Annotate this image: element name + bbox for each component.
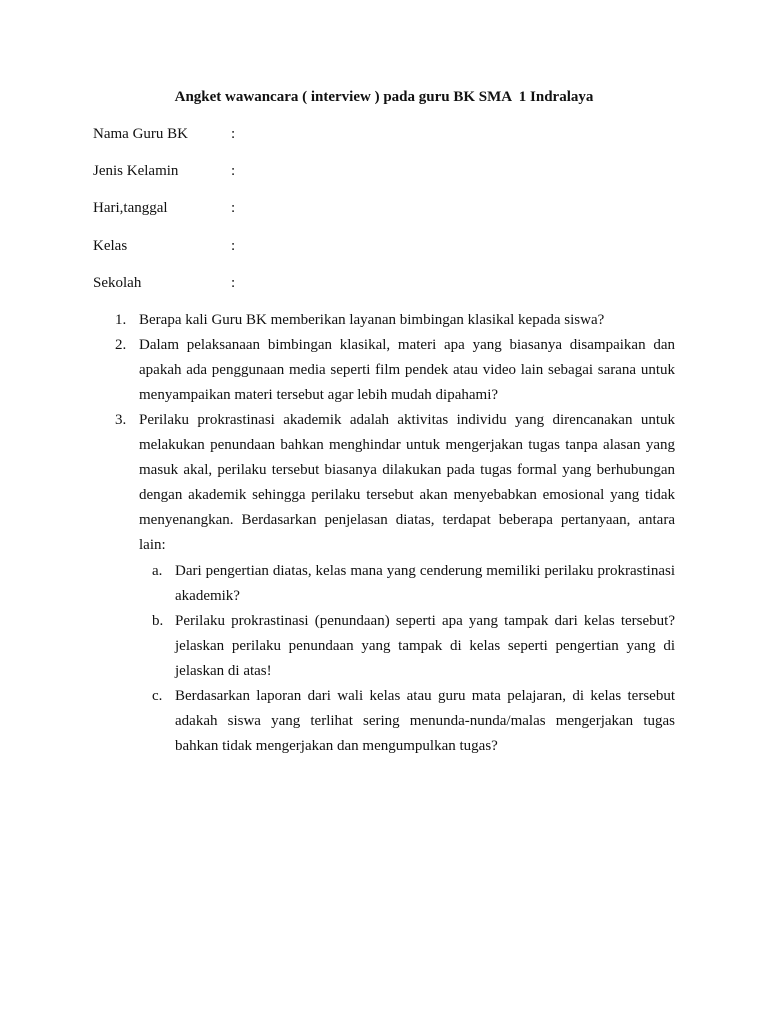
field-colon: : xyxy=(231,238,236,254)
subitem-text: Perilaku prokrastinasi (penundaan) seperti apa yang tampak dari kelas tersebut? jelaskan perilaku penundaan yang tampak di kelas seperti pengertian yang di jelaskan di atas! xyxy=(175,613,675,679)
question-number: 2. xyxy=(115,337,127,353)
field-label: Hari,tanggal xyxy=(93,200,168,216)
question-number: 1. xyxy=(115,312,127,328)
subitem-letter: a. xyxy=(152,563,163,579)
field-colon: : xyxy=(231,163,236,179)
field-label: Kelas xyxy=(93,238,128,254)
field-label: Nama Guru BK xyxy=(93,126,188,142)
field-colon: : xyxy=(231,275,236,291)
field-label: Jenis Kelamin xyxy=(93,163,179,179)
question-number: 3. xyxy=(115,412,127,428)
field-colon: : xyxy=(231,200,236,216)
field-label: Sekolah xyxy=(93,275,142,291)
document-title: Angket wawancara ( interview ) pada guru BK SMA 1 Indralaya xyxy=(174,89,594,105)
subitem-letter: c. xyxy=(152,688,163,704)
subitem-letter: b. xyxy=(152,613,164,629)
question-text: Dalam pelaksanaan bimbingan klasikal, materi apa yang biasanya disampaikan dan apakah ada penggunaan media seperti film pendek atau video lain sebagai sarana untuk menyampaikan materi tersebut agar lebih mudah dipahami? xyxy=(139,337,675,403)
question-text: Perilaku prokrastinasi akademik adalah aktivitas individu yang direncanakan untuk melakukan penundaan bahkan menghindar untuk mengerjakan tugas tanpa alasan yang masuk akal, perilaku tersebut biasanya dilakukan pada tugas formal yang berhubungan dengan akademik sehingga perilaku tersebut akan menyebabkan emosional yang tidak menyenangkan. Berdasarkan penjelasan diatas, terdapat beberapa pertanyaan, antara lain: xyxy=(139,412,675,553)
subitem-text: Dari pengertian diatas, kelas mana yang cenderung memiliki perilaku prokrastinasi akademik? xyxy=(175,563,675,604)
subitem-text: Berdasarkan laporan dari wali kelas atau guru mata pelajaran, di kelas tersebut adakah siswa yang terlihat sering menunda-nunda/malas mengerjakan tugas bahkan tidak mengerjakan dan mengumpulkan tugas? xyxy=(175,688,675,754)
field-colon: : xyxy=(231,126,236,142)
question-text: Berapa kali Guru BK memberikan layanan bimbingan klasikal kepada siswa? xyxy=(139,312,605,328)
